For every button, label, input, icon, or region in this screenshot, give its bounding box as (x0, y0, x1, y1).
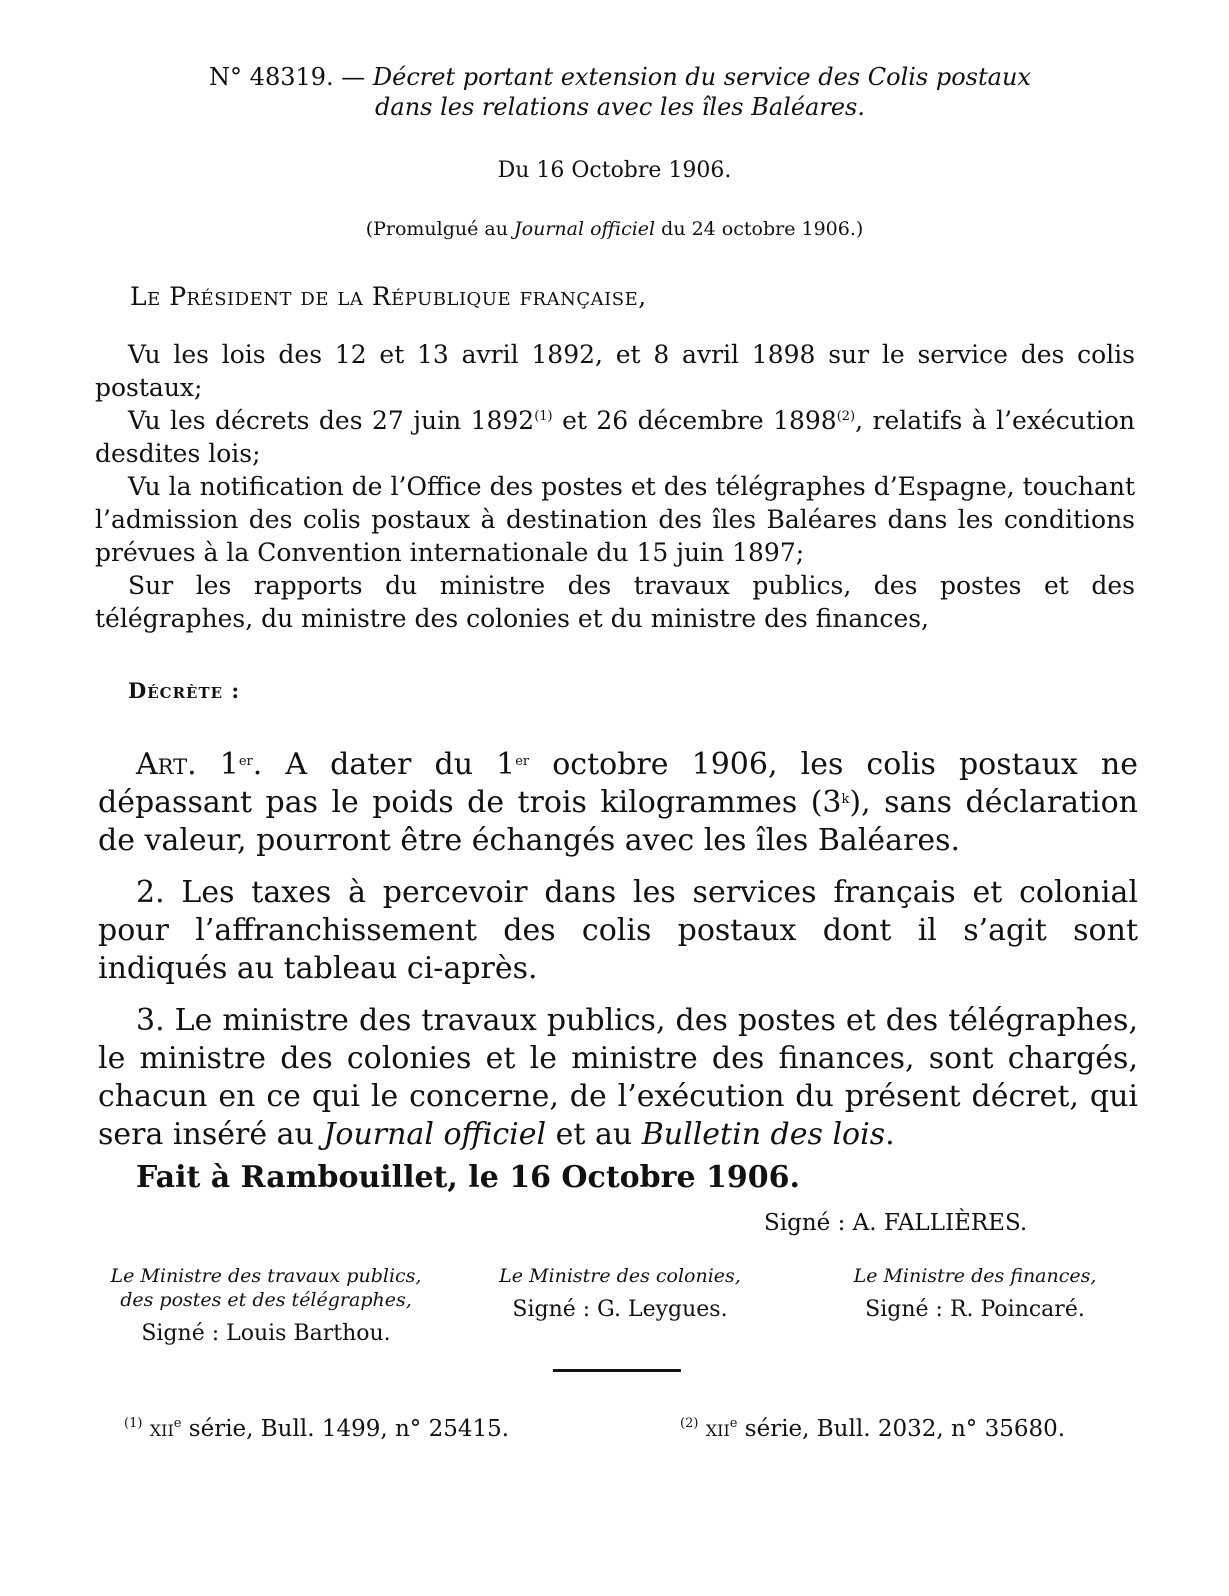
article-3-text-b: et au (546, 1117, 642, 1152)
articles (98, 746, 1138, 1168)
decrets-part3: , relatifs à l’exécution desdites lois; (95, 406, 1135, 468)
article-3-text-c: . (885, 1117, 895, 1152)
article-1-unit-sup: k (841, 792, 850, 807)
footnote-text: série, Bull. 1499, n° 25415. (181, 1416, 510, 1442)
article-1-label: Art. 1 (136, 747, 239, 782)
header-line-1 (130, 62, 1110, 92)
separator-rule (553, 1369, 681, 1372)
article-1-text-b: octobre 1906, les colis postaux ne dépassant pas le poids de trois kilogrammes (3 (98, 747, 1138, 820)
article-1-text-a: . A dater du 1 (252, 747, 516, 782)
footnote-ref-1: (1) (534, 409, 553, 424)
minister-title: Le Ministre des finances, (853, 1265, 1097, 1287)
footnote-series-sup: e (173, 1416, 182, 1431)
decree-date: Du 16 Octobre 1906. (497, 158, 732, 183)
decree-title-line2: dans les relations avec les îles Baléares. (375, 93, 865, 121)
minister-colonies (470, 1264, 770, 1322)
president-signature: Signé : A. FALLIÈRES. (764, 1210, 1028, 1236)
article-1-label-sup: er (238, 754, 253, 769)
footnote-ref-2: (2) (836, 409, 856, 424)
article-3 (98, 1002, 1138, 1154)
minister-signature: Signé : Louis Barthou. (141, 1321, 391, 1346)
minister-signature: Signé : R. Poincaré. (865, 1297, 1085, 1322)
article-1 (98, 746, 1138, 860)
considerant-lois: Vu les lois des 12 et 13 avril 1892, et 8 avril 1898 sur le service des colis postaux; (95, 340, 1135, 402)
considerant-rapports: Sur les rapports du ministre des travaux publics, des postes et des télégraphes, du ministre des colonies et du ministre des finances, (95, 571, 1135, 633)
article-2: 2. Les taxes à percevoir dans les services français et colonial pour l’affranchissement des colis postaux dont il s’agit sont indiqués au tableau ci-après. (98, 875, 1138, 986)
decrets-part1: Vu les décrets des 27 juin 1892 (128, 406, 535, 435)
promulgation-note (0, 218, 1229, 240)
footnote-mark: (2) (680, 1416, 699, 1431)
considerants (95, 338, 1135, 635)
promulgation-suffix: du 24 octobre 1906.) (661, 218, 864, 240)
decree-title-line1: Décret portant extension du service des Colis postaux (372, 63, 1031, 91)
minister-title: Le Ministre des travaux publics, des postes et des télégraphes, (110, 1265, 422, 1311)
considerant-decrets (95, 404, 1135, 470)
promulgation-prefix: (Promulgué au (365, 218, 508, 240)
article-1-date-sup: er (515, 754, 530, 769)
decree-header (130, 62, 1110, 122)
article-3-journal: Journal officiel (323, 1117, 547, 1152)
footnote-mark: (1) (124, 1416, 143, 1431)
article-3-text-a: 3. Le ministre des travaux publics, des postes et des télégraphes, le ministre des colonies et le ministre des finances, sont chargés, chacun en ce qui le concerne, de l’exécution du présent décret, qui sera inséré au (98, 1003, 1138, 1152)
footnote-1 (124, 1416, 509, 1442)
minister-travaux-publics (96, 1264, 436, 1346)
article-3-bulletin: Bulletin des lois (641, 1117, 886, 1152)
minister-finances (820, 1264, 1130, 1322)
decree-number: N° 48319. — (209, 63, 366, 91)
footnote-series-sup: e (729, 1416, 738, 1431)
footnote-series: xii (149, 1416, 174, 1442)
minister-signature: Signé : G. Leygues. (512, 1297, 728, 1322)
article-1-text-c: ), sans déclaration de valeur, pourront être échangés avec les îles Baléares. (98, 785, 1139, 858)
footnote-2 (680, 1416, 1065, 1442)
considerant-notification: Vu la notification de l’Office des postes et des télégraphes d’Espagne, touchant l’admission des colis postaux à destination des îles Baléares dans les conditions prévues à la Convention internationale du 15 juin 1897; (95, 472, 1135, 567)
footnote-series: xii (705, 1416, 730, 1442)
footnote-text: série, Bull. 2032, n° 35680. (737, 1416, 1066, 1442)
minister-title: Le Ministre des colonies, (499, 1265, 741, 1287)
fait-a-line: Fait à Rambouillet, le 16 Octobre 1906. (136, 1160, 800, 1195)
promulgation-journal: Journal officiel (514, 218, 656, 240)
decrete-heading: Décrète : (128, 678, 241, 703)
decrets-part2: et 26 décembre 1898 (552, 406, 837, 435)
president-heading: Le Président de la République française, (130, 282, 647, 311)
